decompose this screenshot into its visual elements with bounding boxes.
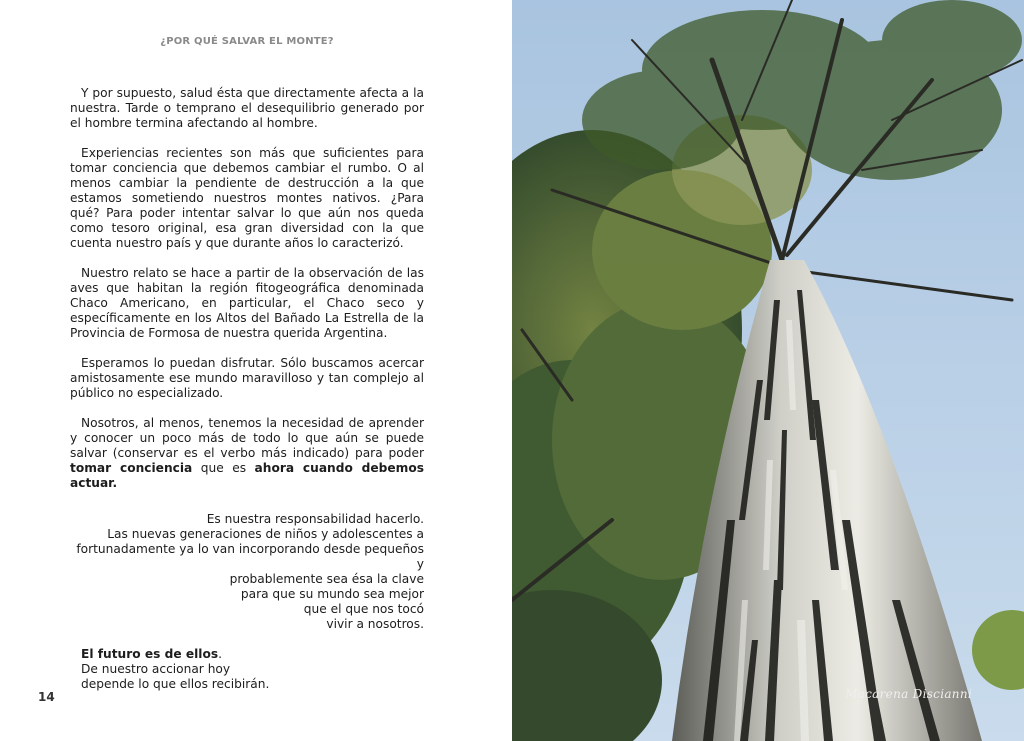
quote-line: que el que nos tocó xyxy=(303,602,424,616)
quote-block xyxy=(70,512,424,632)
paragraph-5 xyxy=(70,416,424,491)
paragraph-2: Experiencias recientes son más que suficientes para tomar conciencia que debemos cambiar el rumbo. O al menos cambiar la pendiente de destrucción a la que estamos sometiendo nuestros montes nativos. ¿Para qué? Para poder intentar salvar lo que aún nos queda como tesoro original, esa gran diversidad con la que cuenta nuestro país y que durante años lo caracterizó. xyxy=(70,146,424,250)
tree-illustration xyxy=(512,0,1024,741)
closing-line-2: De nuestro accionar hoy xyxy=(81,662,231,676)
running-header: ¿POR QUÉ SALVAR EL MONTE? xyxy=(160,36,334,47)
closing-bold-text: El futuro es de ellos xyxy=(81,647,219,661)
body-text xyxy=(70,86,424,692)
paragraph-5-bold-a: tomar conciencia xyxy=(70,461,193,475)
tree-photo xyxy=(512,0,1024,741)
quote-line: probablemente sea ésa la clave xyxy=(229,572,424,586)
paragraph-1: Y por supuesto, salud ésta que directamente afecta a la nuestra. Tarde o temprano el desequilibrio generado por el hombre termina afectando al hombre. xyxy=(70,86,424,130)
closing-line-1 xyxy=(81,647,424,662)
paragraph-4: Esperamos lo puedan disfrutar. Sólo buscamos acercar amistosamente ese mundo maravilloso y tan complejo al público no especializado. xyxy=(70,356,424,400)
paragraph-5-text-a: Nosotros, al menos, tenemos la necesidad de aprender y conocer un poco más de todo lo que aún se puede salvar (conservar es el verbo más indicado) para poder xyxy=(70,416,424,460)
closing-block xyxy=(81,647,424,692)
quote-line: Las nuevas generaciones de niños y adolescentes a xyxy=(107,527,424,541)
paragraph-3: Nuestro relato se hace a partir de la observación de las aves que habitan la región fitogeográfica denominada Chaco Americano, en particular, el Chaco seco y específicamente en los Altos del Bañado La Estrella de la Provincia de Formosa de nuestra querida Argentina. xyxy=(70,266,424,340)
paragraph-5-text-b: que es xyxy=(192,461,255,475)
quote-line: vivir a nosotros. xyxy=(326,617,424,631)
quote-line: Es nuestra responsabilidad hacerlo. xyxy=(206,512,424,526)
quote-line: fortunadamente ya lo van incorporando desde pequeños y xyxy=(76,542,424,571)
photo-credit: Macarena Discianni xyxy=(845,687,972,701)
quote-line: para que su mundo sea mejor xyxy=(240,587,424,601)
closing-period: . xyxy=(218,647,222,661)
paragraph-5-bold-b: ahora cuando debemos actuar. xyxy=(70,461,424,490)
page-number: 14 xyxy=(38,690,55,704)
closing-line-3: depende lo que ellos recibirán. xyxy=(81,677,270,691)
